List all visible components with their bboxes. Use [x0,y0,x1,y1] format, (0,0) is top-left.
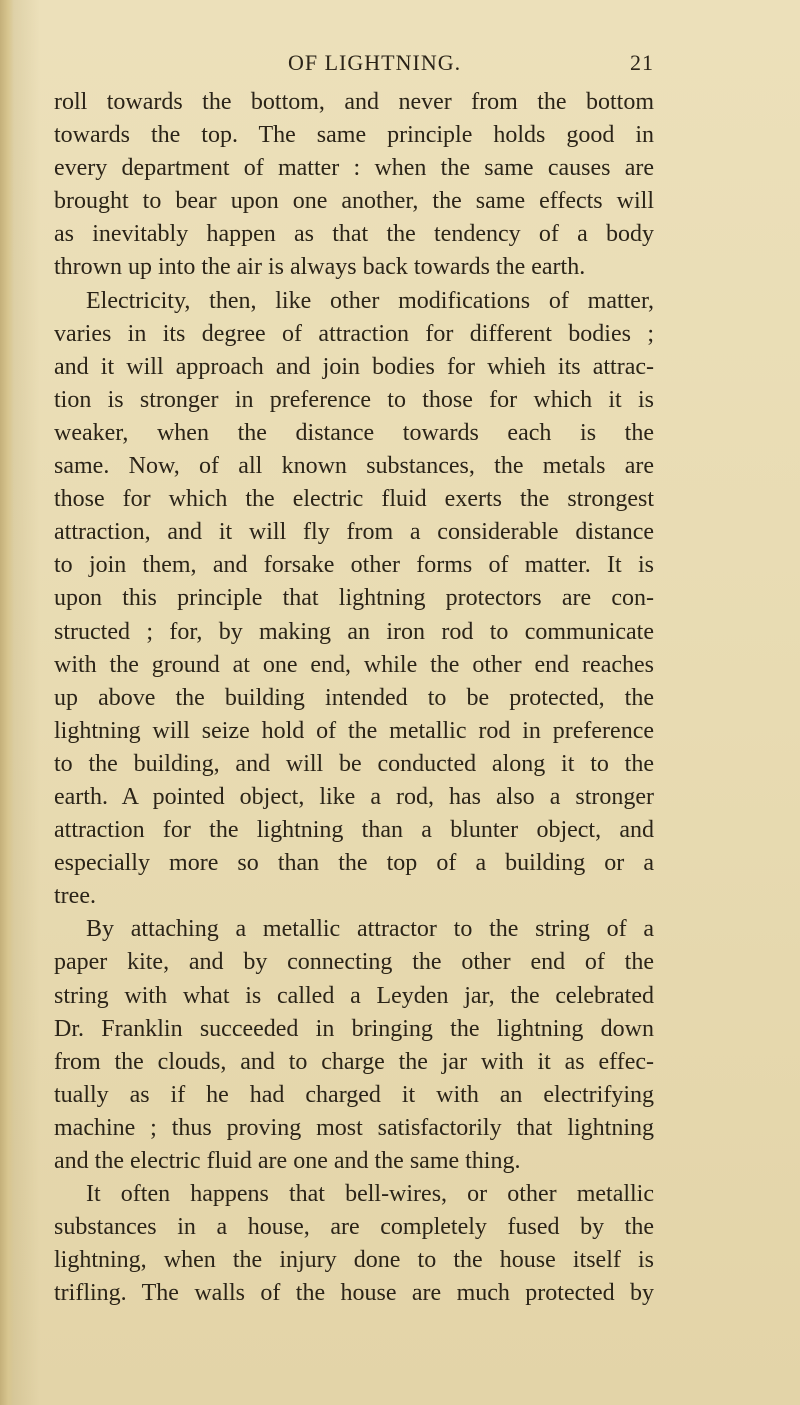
text-line: structed ; for, by making an iron rod to communicate [54,618,654,645]
page-number: 21 [630,50,654,75]
text-line: earth. A pointed object, like a rod, has also a stronger [54,783,654,810]
text-line: and it will approach and join bodies for whieh its attrac- [54,353,654,380]
text-line: roll towards the bottom, and never from the bottom [54,89,654,115]
paragraph-start-line: By attaching a metallic attractor to the string of a [86,916,654,943]
text-line: with the ground at one end, while the other end reaches [54,651,654,678]
running-title: OF LIGHTNING. [288,50,462,75]
text-line: especially more so than the top of a building or a [54,850,654,877]
text-line: to join them, and forsake other forms of matter. It is [54,552,654,579]
text-line: substances in a house, are completely fused by the [54,1214,654,1241]
page-binding-shadow [0,0,14,1405]
text-line: lightning, when the injury done to the house itself is [54,1247,654,1274]
text-line: brought to bear upon one another, the same effects will [54,188,654,215]
running-head [54,50,654,82]
body-text [54,86,654,1310]
paragraph-start-line: Electricity, then, like other modifications of matter, [86,287,654,314]
text-line: thrown up into the air is always back towards the earth. [54,254,586,281]
text-line: upon this principle that lightning protectors are con- [54,585,654,612]
text-line: lightning will seize hold of the metallic rod in preference [54,717,654,744]
text-line: towards the top. The same principle holds good in [54,122,654,149]
text-line: varies in its degree of attraction for different bodies ; [54,320,654,347]
text-line: string with what is called a Leyden jar, the celebrated [54,982,654,1009]
text-line: and the electric fluid are one and the same thing. [54,1148,521,1174]
text-line: trifling. The walls of the house are much protected by [54,1280,654,1307]
text-line: as inevitably happen as that the tendency of a body [54,221,654,248]
text-line: up above the building intended to be protected, the [54,684,654,711]
text-line: to the building, and will be conducted along it to the [54,750,654,777]
text-line: tree. [54,883,96,910]
text-line: every department of matter : when the same causes are [54,155,654,182]
text-line: tion is stronger in preference to those for which it is [54,386,654,413]
text-line: from the clouds, and to charge the jar with it as effec- [54,1048,654,1075]
text-line: weaker, when the distance towards each is the [54,419,654,446]
text-line: attraction for the lightning than a blunter object, and [54,817,654,844]
text-line: Dr. Franklin succeeded in bringing the lightning down [54,1015,654,1042]
text-line: those for which the electric fluid exerts the strongest [54,486,654,513]
text-line: attraction, and it will fly from a considerable distance [54,519,654,546]
text-line: tually as if he had charged it with an electrifying [54,1081,654,1108]
text-line: machine ; thus proving most satisfactorily that lightning [54,1114,654,1141]
text-line: paper kite, and by connecting the other end of the [54,949,654,976]
paragraph-start-line: It often happens that bell-wires, or other metallic [86,1181,654,1208]
text-line: same. Now, of all known substances, the metals are [54,453,654,480]
